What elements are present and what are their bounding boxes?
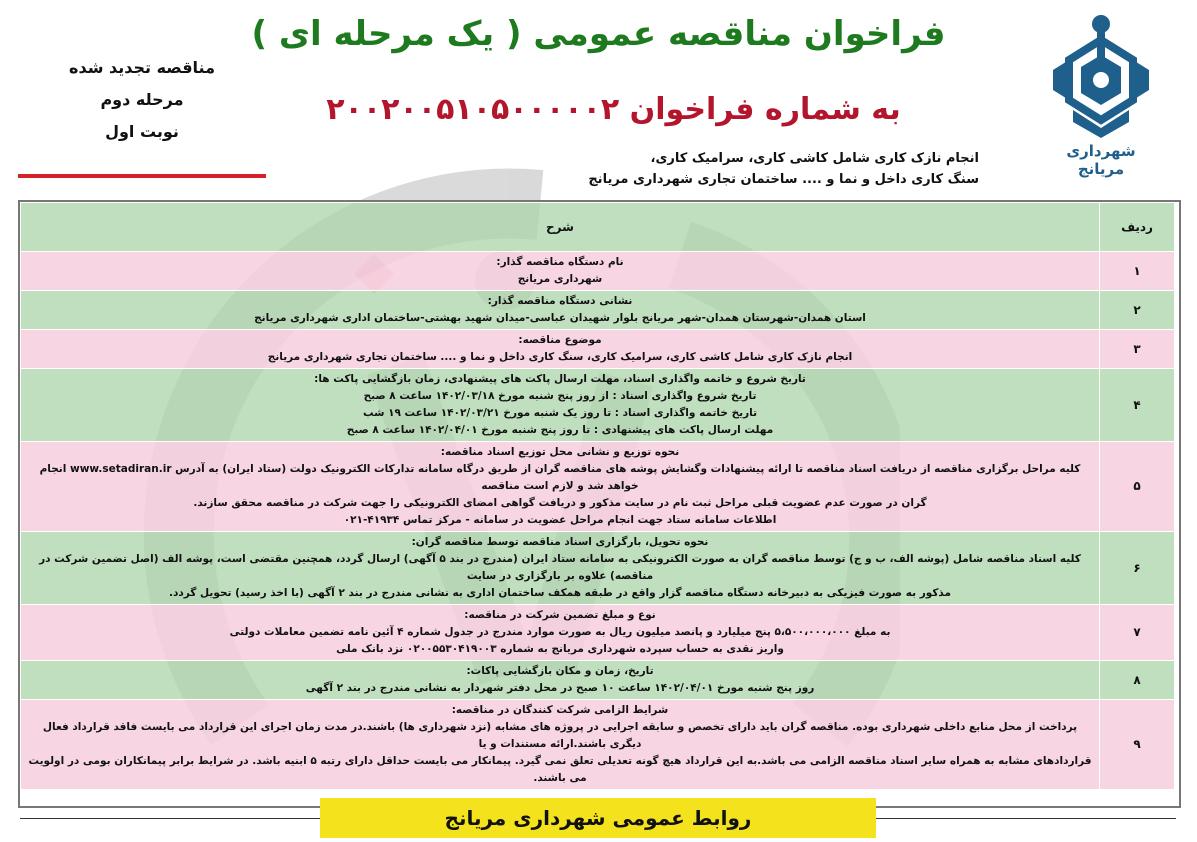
row-number: ۱	[1100, 252, 1175, 291]
municipality-logo	[1023, 10, 1179, 178]
row-line: تاریخ شروع واگذاری اسناد : از روز پنج شنبه مورخ ۱۴۰۲/۰۳/۱۸ ساعت ۸ صبح	[363, 390, 757, 402]
row-description	[21, 605, 1100, 661]
row-line: واریز نقدی به حساب سپرده شهرداری مریانج به شماره ۰۲۰۰۵۵۳۰۴۱۹۰۰۳ نزد بانک ملی	[336, 643, 784, 655]
row-line: نحوه توزیع و نشانی محل توزیع اسناد مناقصه:	[440, 446, 680, 458]
row-line: شهرداری مریانج	[517, 273, 603, 285]
header-row-number: ردیف	[1100, 203, 1175, 252]
renewal-line-2: مرحله دوم	[100, 90, 184, 109]
row-line: نحوه تحویل، بارگزاری اسناد مناقصه توسط مناقصه گران:	[411, 536, 709, 548]
row-description	[21, 369, 1100, 442]
renewal-line-1: مناقصه تجدید شده	[69, 58, 215, 77]
header-description: شرح	[21, 203, 1100, 252]
row-line: تاریخ خاتمه واگذاری اسناد : تا روز یک شنبه مورخ ۱۴۰۲/۰۳/۲۱ ساعت ۱۹ شب	[362, 407, 758, 419]
row-line: کلیه مراحل برگزاری مناقصه از دریافت اسناد مناقصه تا ارائه پیشنهادات وگشایش پوشه های مناقصه گران از طریق درگاه سامانه تدارکات الکترونیک دولت (ستاد ایران) به آدرس www.setadiran.ir انجام خواهد شد و لازم است مناقصه	[39, 463, 1081, 492]
row-line: نام دستگاه مناقصه گذار:	[496, 256, 624, 268]
row-number: ۲	[1100, 291, 1175, 330]
row-line: گران در صورت عدم عضویت قبلی مراحل ثبت نام در سایت مذکور و دریافت گواهی امضای الکترونیکی را جهت شرکت در مناقصه محقق سازند.	[193, 497, 927, 509]
table-row	[21, 252, 1175, 291]
row-line: مهلت ارسال پاکت های پیشنهادی : تا روز پنج شنبه مورخ ۱۴۰۲/۰۴/۰۱ ساعت ۸ صبح	[346, 424, 774, 436]
row-line: استان همدان-شهرستان همدان-شهر مریانج بلوار شهیدان عباسی-میدان شهید بهشتی-ساختمان اداری شهرداری مریانج	[254, 312, 866, 324]
row-number: ۴	[1100, 369, 1175, 442]
row-description	[21, 532, 1100, 605]
footer-divider-left	[20, 818, 320, 819]
row-description	[21, 442, 1100, 532]
table-row	[21, 291, 1175, 330]
table-row	[21, 605, 1175, 661]
table-row	[21, 442, 1175, 532]
table-row	[21, 330, 1175, 369]
row-number: ۶	[1100, 532, 1175, 605]
row-number: ۵	[1100, 442, 1175, 532]
row-description	[21, 252, 1100, 291]
footer-divider-right	[876, 818, 1176, 819]
table-row	[21, 369, 1175, 442]
row-line: پرداخت از محل منابع داخلی شهرداری بوده. مناقصه گران باید دارای تخصص و سابقه اجرایی در پروژه های مشابه (نزد شهرداری ها) باشند.در مدت زمان اجرای این قرارداد می بایست فاقد قرارداد فعال دیگری باشند.ارائه مستندات و یا	[42, 721, 1078, 750]
row-number: ۸	[1100, 661, 1175, 700]
row-line: اطلاعات سامانه ستاد جهت انجام مراحل عضویت در سامانه - مرکز تماس ۴۱۹۳۴-۰۲۱	[343, 514, 777, 526]
notice-number: به شماره فراخوان ۲۰۰۲۰۰۵۱۰۵۰۰۰۰۰۲	[326, 92, 901, 127]
row-line: تاریخ شروع و خاتمه واگذاری اسناد، مهلت ارسال پاکت های پیشنهادی، زمان بازگشایی پاکت ها:	[314, 373, 806, 385]
tender-table	[20, 202, 1175, 790]
table-row	[21, 661, 1175, 700]
row-line: نوع و مبلغ تضمین شرکت در مناقصه:	[464, 609, 656, 621]
table-header-row	[21, 203, 1175, 252]
row-description	[21, 700, 1100, 790]
row-line: مذکور به صورت فیزیکی به دبیرخانه دستگاه مناقصه گزار واقع در طبقه همکف ساختمان اداری به نشانی مندرج در بند ۲ آگهی (با اخذ رسید) تحویل گردد.	[168, 587, 951, 599]
row-line: به مبلغ ۵،۵۰۰،۰۰۰،۰۰۰ پنج میلیارد و پانصد میلیون ریال به صورت موارد مندرج در جدول شماره ۴ آئین نامه تضمین معاملات دولتی	[229, 626, 891, 638]
row-line: قراردادهای مشابه به همراه سایر اسناد مناقصه الزامی می باشد.به این قرارداد هیچ گونه تعدیلی تعلق نمی گیرد. پیمانکار می بایست حداقل دارای رتبه ۵ ابنیه باشد. در شرایط برابر پیمانکاران بومی در اولویت می باشند.	[28, 755, 1092, 784]
public-relations-footer: روابط عمومی شهرداری مریانج	[320, 798, 876, 838]
notice-title: فراخوان مناقصه عمومی ( یک مرحله ای )	[251, 14, 946, 54]
table-row	[21, 700, 1175, 790]
description-line-2: سنگ کاری داخل و نما و .... ساختمان تجاری شهرداری مریانج	[588, 172, 979, 187]
row-description	[21, 661, 1100, 700]
row-line: نشانی دستگاه مناقصه گذار:	[487, 295, 633, 307]
renewal-status-box	[18, 52, 266, 178]
row-line: موضوع مناقصه:	[518, 334, 602, 346]
row-line: کلیه اسناد مناقصه شامل (پوشه الف، ب و ج) توسط مناقصه گران به صورت الکترونیکی به سامانه ستاد ایران (مندرج در بند ۵ آگهی) ارسال گردد، همچنین مقتضی است، پوشه الف (اصل تضمین شرکت در مناقصه) علاوه بر بارگزاری در سایت	[39, 553, 1081, 582]
row-number: ۳	[1100, 330, 1175, 369]
row-number: ۹	[1100, 700, 1175, 790]
description-line-1: انجام نازک کاری شامل کاشی کاری، سرامیک کاری،	[650, 151, 979, 166]
row-description	[21, 291, 1100, 330]
tender-description	[419, 148, 979, 190]
row-line: روز پنج شنبه مورخ ۱۴۰۲/۰۴/۰۱ ساعت ۱۰ صبح در محل دفتر شهردار به نشانی مندرج در بند ۲ آگهی	[305, 682, 815, 694]
row-description	[21, 330, 1100, 369]
row-number: ۷	[1100, 605, 1175, 661]
logo-text-top: شهرداری	[1066, 142, 1136, 160]
row-line: انجام نازک کاری شامل کاشی کاری، سرامیک کاری، سنگ کاری داخل و نما و .... ساختمان تجاری شهرداری مریانج	[267, 351, 853, 363]
table-row	[21, 532, 1175, 605]
row-line: تاریخ، زمان و مکان بازگشایی پاکات:	[466, 665, 654, 677]
logo-text-bottom: مریانج	[1077, 160, 1125, 178]
renewal-line-3: نوبت اول	[105, 122, 179, 141]
row-line: شرایط الزامی شرکت کنندگان در مناقصه:	[451, 704, 669, 716]
